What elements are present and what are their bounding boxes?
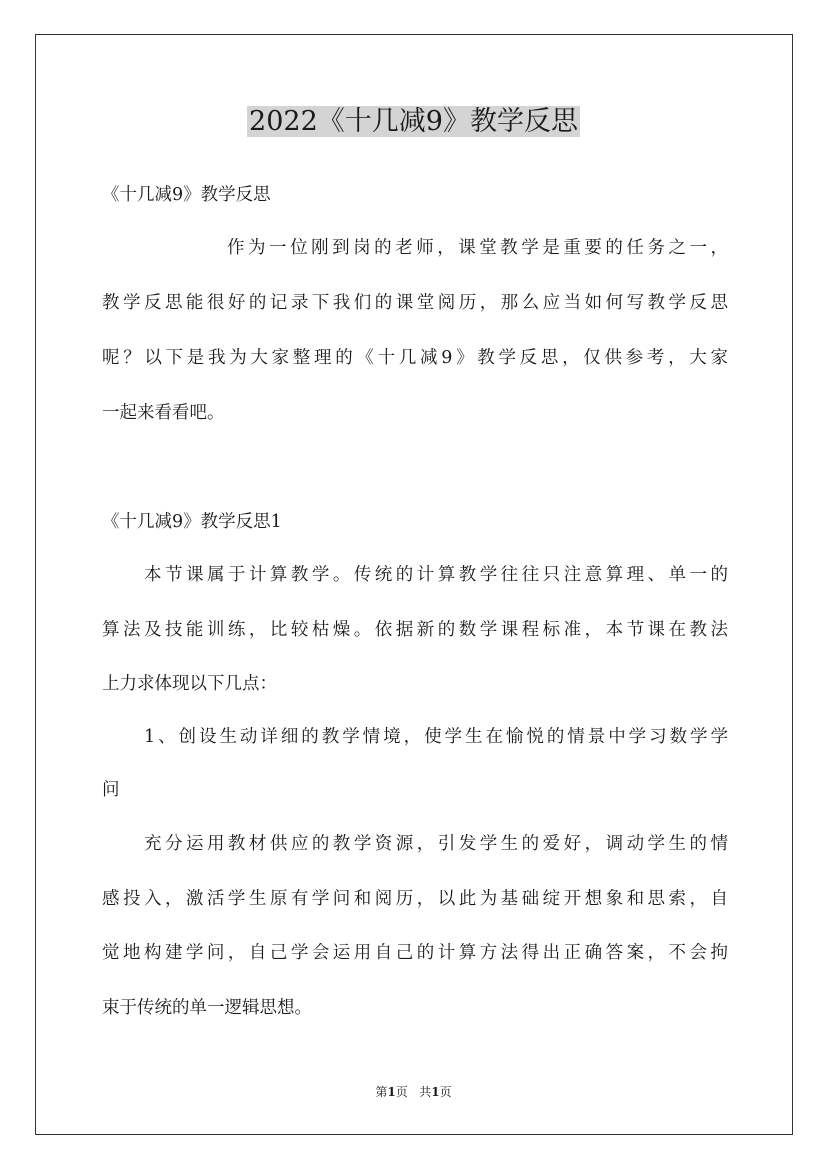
section-heading: 《十几减9》教学反思1	[102, 512, 282, 532]
paragraph1-line-1: 本节课属于计算教学。传统的计算教学往往只注意算理、单一的	[144, 565, 728, 585]
intro-line-4: 一起来看看吧。	[102, 403, 225, 423]
paragraph1-line-2: 算法及技能训练，比较枯燥。依据新的数学课程标准，本节课在教法	[102, 620, 728, 640]
paragraph2-line-1: 充分运用教材供应的教学资源，引发学生的爱好，调动学生的情	[144, 834, 728, 854]
paragraph2-line-3: 觉地构建学问，自己学会运用自己的计算方法得出正确答案，不会拘	[102, 943, 728, 963]
document-subtitle: 《十几减9》教学反思	[102, 185, 271, 205]
page-footer	[0, 1083, 827, 1101]
paragraph2-line-4: 束于传统的单一逻辑思想。	[102, 998, 312, 1018]
footer-page-suffix: 页	[395, 1085, 408, 1099]
footer-total-pages: 1	[431, 1085, 440, 1099]
point1-line-2: 问	[102, 780, 120, 800]
document-title-text: 2022《十几减9》教学反思	[249, 106, 578, 137]
footer-page-prefix: 第	[375, 1085, 388, 1099]
document-title	[0, 100, 827, 144]
intro-line-3: 呢？以下是我为大家整理的《十几减9》教学反思，仅供参考，大家	[102, 348, 728, 368]
point1-line-1: 1、创设生动详细的教学情境，使学生在愉悦的情景中学习数学学	[144, 727, 728, 747]
intro-line-2: 教学反思能很好的记录下我们的课堂阅历，那么应当如何写教学反思	[102, 293, 728, 313]
footer-total-suffix: 页	[439, 1085, 452, 1099]
intro-line-1: 作为一位刚到岗的老师，课堂教学是重要的任务之一，	[227, 238, 728, 258]
paragraph1-line-3: 上力求体现以下几点：	[102, 674, 277, 694]
paragraph2-line-2: 感投入，激活学生原有学问和阅历，以此为基础绽开想象和思索，自	[102, 889, 728, 909]
footer-page-number: 1	[387, 1085, 396, 1099]
footer-total-prefix: 共	[419, 1085, 432, 1099]
